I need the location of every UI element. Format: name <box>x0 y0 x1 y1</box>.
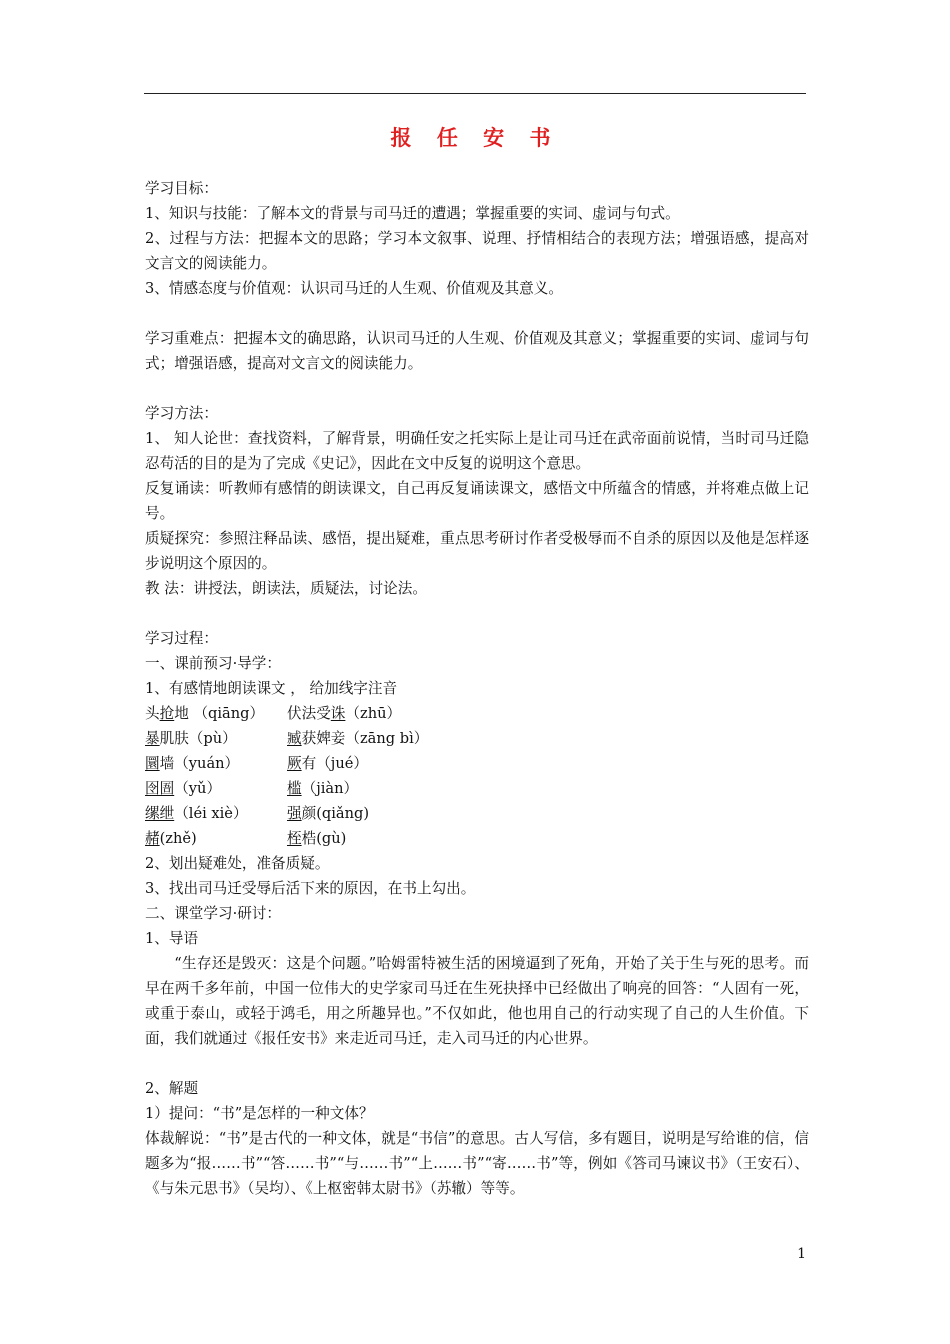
vocab-row <box>145 826 809 851</box>
vocab-underlined: 强 <box>287 805 302 822</box>
vocab-text: 有（jué） <box>301 755 368 772</box>
vocab-row <box>145 801 809 826</box>
vocab-row <box>145 701 809 726</box>
vocab-text: 地 （qiāng） <box>174 705 265 722</box>
vocab-underlined: 暴 <box>145 730 160 747</box>
vocab-text: 墙（yuán） <box>159 755 240 772</box>
page-number: 1 <box>797 1246 806 1262</box>
process-heading: 学习过程： <box>145 630 218 647</box>
vocab-underlined: 赭 <box>145 830 160 847</box>
vocab-text: 伏法受 <box>287 705 331 722</box>
vocab-text: （jiàn） <box>301 780 359 797</box>
class-heading: 二、课堂学习·研讨： <box>145 905 281 922</box>
vocab-underlined: 圜 <box>145 755 160 772</box>
goal-item: 3、情感态度与价值观：认识司马迁的人生观、价值观及其意义。 <box>145 280 563 297</box>
header-rule <box>144 93 806 94</box>
preview-heading: 一、课前预习·导学： <box>145 655 281 672</box>
vocab-text: 头 <box>145 705 160 722</box>
goal-item: 1、知识与技能：了解本文的背景与司马迁的遭遇；掌握重要的实词、虚词与句式。 <box>145 205 680 222</box>
intro-heading: 1、导语 <box>145 930 199 947</box>
spacer <box>145 601 809 626</box>
method-item: 反复诵读：听教师有感情的朗读课文，自己再反复诵读课文，感悟文中所蕴含的情感，并将难点做上记号。 <box>145 480 809 522</box>
method-item: 1、 知人论世：查找资料，了解背景，明确任安之托实际上是让司马迁在武帝面前说情，当时司马迁隐忍苟活的目的是为了完成《史记》，因此在文中反复的说明这个意思。 <box>145 430 809 472</box>
task-item: 3、找出司马迁受辱后活下来的原因，在书上勾出。 <box>145 880 476 897</box>
vocab-text: 梏(gù) <box>301 830 347 847</box>
vocab-underlined: 囹圄 <box>145 780 175 797</box>
vocab-row <box>145 776 809 801</box>
goals-heading: 学习目标： <box>145 180 218 197</box>
method-item: 教 法：讲授法，朗读法，质疑法，讨论法。 <box>145 580 427 597</box>
vocab-text: (zhě) <box>159 830 197 847</box>
vocab-row <box>145 751 809 776</box>
document-body <box>145 176 809 1201</box>
intro-paragraph: “生存还是毁灭：这是个问题。”哈姆雷特被生活的困境逼到了死角，开始了关于生与死的思考。而早在两千多年前，中国一位伟大的史学家司马迁在生死抉择中已经做出了响亮的回答：“人固有一死，或重于泰山，或轻于鸿毛，用之所趣异也。”不仅如此，他也用自己的行动实现了自己的人生价值。下面，我们就通过《报任安书》来走近司马迁，走入司马迁的内心世界。 <box>145 955 809 1047</box>
page-title: 报 任 安 书 <box>390 125 560 150</box>
vocab-underlined: 厥 <box>287 755 302 772</box>
key-points: 学习重难点：把握本文的确思路，认识司马迁的人生观、价值观及其意义；掌握重要的实词、虚词与句式；增强语感，提高对文言文的阅读能力。 <box>145 330 809 372</box>
vocab-underlined: 桎 <box>287 830 302 847</box>
spacer <box>145 1051 809 1076</box>
methods-heading: 学习方法： <box>145 405 218 422</box>
vocab-text: 获婢妾（zāng bì） <box>301 730 429 747</box>
goal-item: 2、过程与方法：把握本文的思路；学习本文叙事、说理、抒情相结合的表现方法；增强语感，提高对文言文的阅读能力。 <box>145 230 809 272</box>
vocab-underlined: 抢 <box>159 705 175 722</box>
vocab-text: （zhū） <box>345 705 402 722</box>
task-item: 2、划出疑难处，准备质疑。 <box>145 855 330 872</box>
vocab-underlined: 诛 <box>330 705 346 722</box>
vocab-text: 颜(qiǎng) <box>301 805 370 822</box>
spacer <box>145 301 809 326</box>
vocab-row <box>145 726 809 751</box>
vocab-text: （léi xiè） <box>174 805 248 822</box>
vocab-underlined: 缧绁 <box>145 805 175 822</box>
vocab-text: 肌肤（pù） <box>159 730 237 747</box>
question-text: 1）提问：“书”是怎样的一种文体？ <box>145 1105 374 1122</box>
answer-paragraph: 体裁解说：“书”是古代的一种文体，就是“书信”的意思。古人写信，多有题目，说明是写给谁的信，信题多为“报……书”“答……书”“与……书”“上……书”“寄……书”等，例如《答司马谏议书》（王安石）、《与朱元思书》（吴均）、《上枢密韩太尉书》（苏辙）等等。 <box>145 1130 809 1197</box>
method-item: 质疑探究：参照注释品读、感悟，提出疑难，重点思考研讨作者受极辱而不自杀的原因以及他是怎样逐步说明这个原因的。 <box>145 530 809 572</box>
vocab-text: （yǔ） <box>174 780 222 797</box>
vocab-underlined: 槛 <box>287 780 302 797</box>
title-explain-heading: 2、解题 <box>145 1080 199 1097</box>
task-item: 1、有感情地朗读课文 ， 给加线字注音 <box>145 680 398 697</box>
vocab-underlined: 臧 <box>287 730 302 747</box>
spacer <box>145 376 809 401</box>
